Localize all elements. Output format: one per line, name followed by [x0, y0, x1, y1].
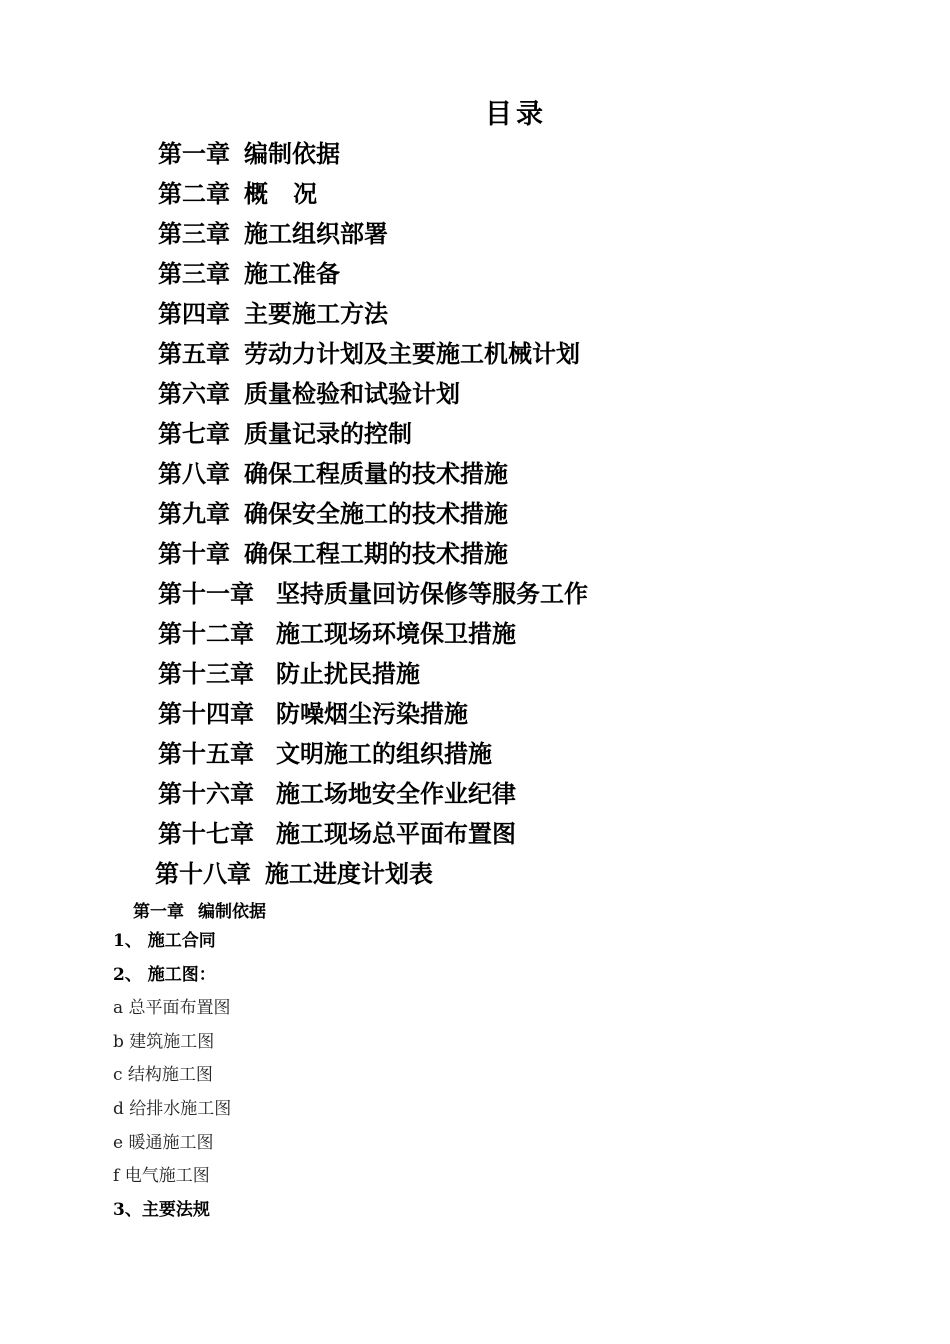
toc-item-title: 质量检验和试验计划	[244, 379, 460, 408]
toc-item-title: 编制依据	[244, 139, 340, 168]
toc-item-title: 防止扰民措施	[276, 659, 420, 688]
body-line: f 电气施工图	[113, 1166, 210, 1187]
toc-item-number: 第四章	[158, 299, 230, 328]
toc-item	[155, 854, 588, 894]
toc-item-number: 第十七章	[158, 819, 254, 848]
toc-title: 目录	[485, 99, 547, 130]
body-line: a 总平面布置图	[113, 998, 231, 1019]
toc-item-number: 第二章	[158, 179, 230, 208]
toc-item-number: 第十二章	[158, 619, 254, 648]
body-line: 3、主要法规	[113, 1199, 210, 1220]
toc-item	[158, 774, 588, 814]
toc-item-title: 施工现场环境保卫措施	[276, 619, 516, 648]
section-body	[113, 925, 231, 1227]
toc-item-number: 第五章	[158, 339, 230, 368]
section-title: 编制依据	[198, 902, 266, 922]
toc-item-title: 主要施工方法	[244, 299, 388, 328]
toc-item	[158, 374, 588, 414]
toc-item-number: 第十章	[158, 539, 230, 568]
toc-item-title: 施工场地安全作业纪律	[276, 779, 516, 808]
toc-item-title: 施工现场总平面布置图	[276, 819, 516, 848]
toc-item-title: 施工进度计划表	[265, 859, 433, 888]
toc-item-number: 第九章	[158, 499, 230, 528]
toc-item-number: 第十六章	[158, 779, 254, 808]
toc-item-number: 第三章	[158, 219, 230, 248]
toc-item	[158, 534, 588, 574]
toc-item	[158, 614, 588, 654]
toc-item	[158, 694, 588, 734]
toc-item-title: 防噪烟尘污染措施	[276, 699, 468, 728]
toc-item	[158, 334, 588, 374]
toc-item-title: 概 况	[244, 179, 318, 208]
toc-item-number: 第十五章	[158, 739, 254, 768]
toc-item	[158, 414, 588, 454]
toc-item-title: 确保工程质量的技术措施	[244, 459, 508, 488]
toc-item-number: 第三章	[158, 259, 230, 288]
toc-item-title: 确保安全施工的技术措施	[244, 499, 508, 528]
toc-item-number: 第十一章	[158, 579, 254, 608]
section-heading	[133, 897, 266, 922]
section-number: 第一章	[133, 902, 184, 922]
toc-item-title: 劳动力计划及主要施工机械计划	[244, 339, 580, 368]
toc-item-number: 第一章	[158, 139, 230, 168]
toc-item-number: 第十三章	[158, 659, 254, 688]
body-line: e 暖通施工图	[113, 1132, 214, 1153]
toc-item	[158, 134, 588, 174]
toc-item	[158, 574, 588, 614]
toc-item	[158, 174, 588, 214]
toc-item-number: 第十八章	[155, 859, 251, 888]
toc-item	[158, 734, 588, 774]
toc-item	[158, 814, 588, 854]
toc-item	[158, 454, 588, 494]
toc-item-title: 文明施工的组织措施	[276, 739, 492, 768]
toc-item	[158, 294, 588, 334]
toc-item-title: 施工准备	[244, 259, 340, 288]
toc-list	[155, 134, 588, 894]
toc-item-title: 确保工程工期的技术措施	[244, 539, 508, 568]
toc-item	[158, 494, 588, 534]
toc-item	[158, 654, 588, 694]
toc-item-number: 第七章	[158, 419, 230, 448]
body-line: d 给排水施工图	[113, 1098, 232, 1119]
body-line: b 建筑施工图	[113, 1031, 215, 1052]
toc-item-number: 第十四章	[158, 699, 254, 728]
body-line: 2、 施工图：	[113, 964, 216, 985]
toc-item	[158, 254, 588, 294]
toc-item-title: 质量记录的控制	[244, 419, 412, 448]
toc-item-number: 第八章	[158, 459, 230, 488]
toc-item-title: 坚持质量回访保修等服务工作	[276, 579, 588, 608]
body-line: c 结构施工图	[113, 1065, 213, 1086]
body-line: 1、 施工合同	[113, 931, 216, 951]
toc-item	[158, 214, 588, 254]
toc-item-title: 施工组织部署	[244, 219, 388, 248]
toc-item-number: 第六章	[158, 379, 230, 408]
